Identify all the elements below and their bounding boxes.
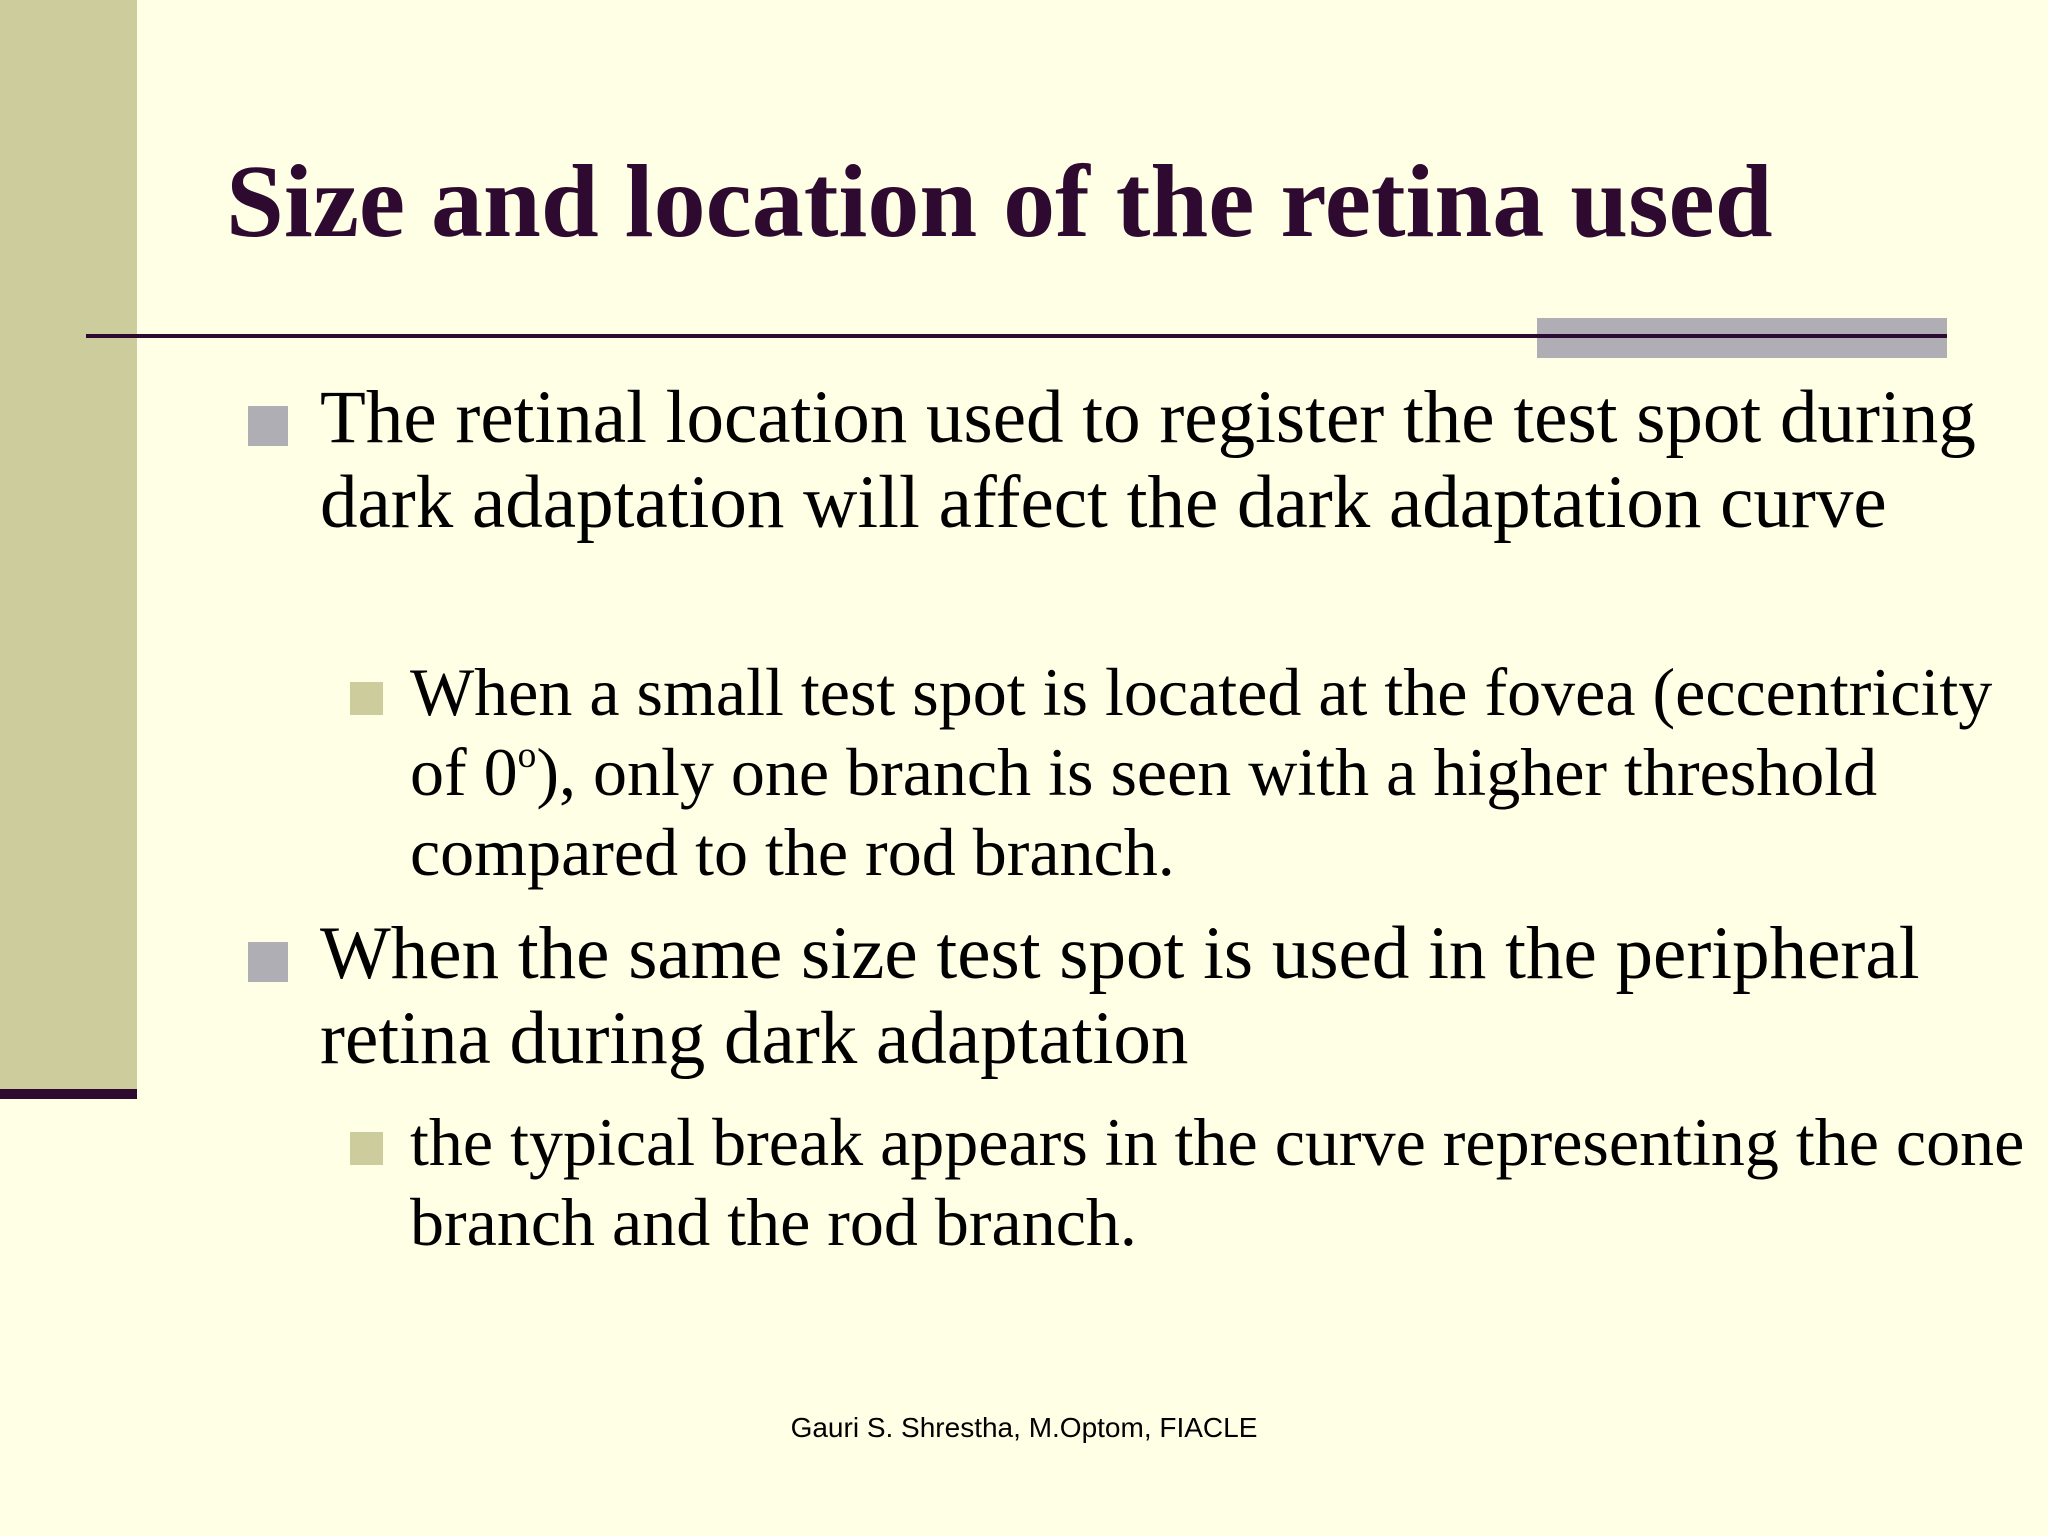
sub-bullet-text-part: ), only one branch is seen with a higher threshold compared to the rod branch.	[410, 734, 1878, 890]
bullet-item	[248, 375, 2048, 545]
degree-superscript: o	[517, 734, 537, 776]
sub-bullet-text: the typical break appears in the curve representing the cone branch and the rod branch.	[410, 1104, 2025, 1260]
square-bullet-icon	[248, 406, 288, 446]
bullet-text: When the same size test spot is used in the peripheral retina during dark adaptation	[320, 912, 1920, 1080]
sub-bullet-text	[410, 652, 2048, 892]
bullet-text: The retinal location used to register the test spot during dark adaptation will affect the dark adaptation curve	[320, 376, 1976, 544]
slide-footer: Gauri S. Shrestha, M.Optom, FIACLE	[790, 1412, 1258, 1443]
slide-title: Size and location of the retina used	[226, 144, 1773, 259]
sub-bullet-item	[350, 1102, 2048, 1262]
sub-bullet-item	[350, 652, 2048, 892]
square-bullet-icon	[350, 1132, 383, 1165]
square-bullet-icon	[350, 682, 383, 715]
sub-bullet-text-part: When a small test spot is located at the fovea (eccentricity of 0	[410, 654, 1993, 810]
square-bullet-icon	[248, 942, 288, 982]
bullet-item	[248, 911, 2048, 1081]
